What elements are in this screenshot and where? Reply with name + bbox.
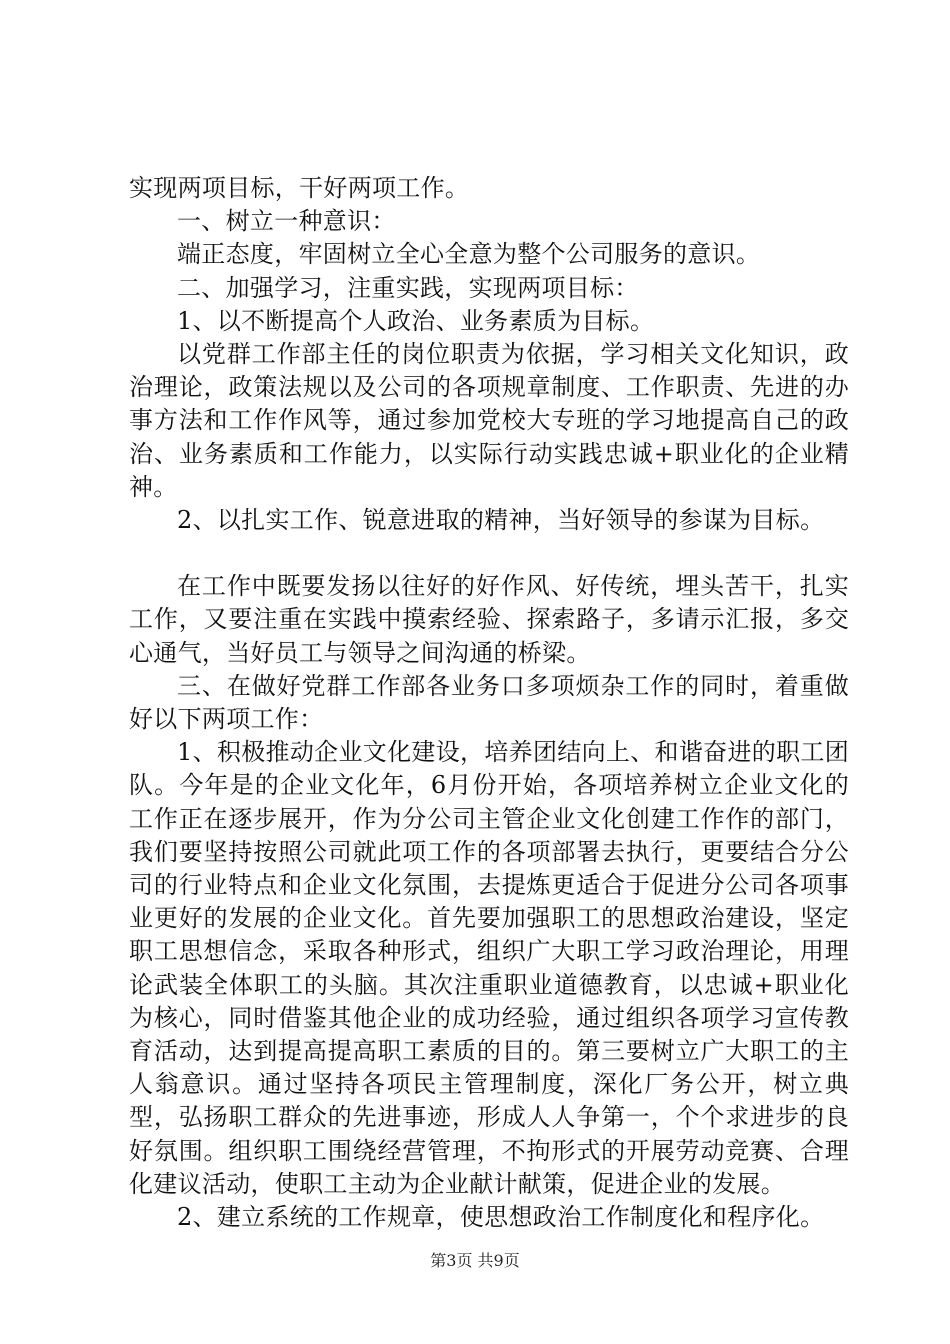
paragraph-intro: 实现两项目标，干好两项工作。 — [129, 174, 470, 202]
heading-section-2: 二、加强学习，注重实践，实现两项目标： — [177, 273, 639, 302]
subheading-3-2: 2、建立系统的工作规章，使思想政治工作制度化和程序化。 — [177, 1203, 825, 1232]
paragraph-section-1: 端正态度，牢固树立全心全意为整个公司服务的意识。 — [177, 240, 761, 269]
heading-section-3: 三、在做好党群工作部各业务口多项烦杂工作的同时，着重做好以下两项工作： — [129, 671, 849, 734]
document-body — [129, 172, 849, 1234]
paragraph-2-1: 以党群工作部主任的岗位职责为依据，学习相关文化知识，政治理论，政策法规以及公司的各项规章制度、工作职责、先进的办事方法和工作作风等，通过参加党校大专班的学习地提高自己的政治、业务素质和工作能力，以实际行动实践忠诚+职业化的企业精神。 — [129, 340, 849, 501]
page-number-footer: 第3页 共9页 — [430, 1251, 520, 1270]
subheading-2-2: 2、以扎实工作、锐意进取的精神，当好领导的参谋为目标。 — [177, 506, 825, 535]
paragraph-3-1: 1、积极推动企业文化建设，培养团结向上、和谐奋进的职工团队。今年是的企业文化年，6月份开始，各项培养树立企业文化的工作正在逐步展开，作为分公司主管企业文化创建工作作的部门，我们要坚持按照公司就此项工作的各项部署去执行，更要结合分公司的行业特点和企业文化氛围，去提炼更适合于促进分公司各项事业更好的发展的企业文化。首先要加强职工的思想政治建设，坚定职工思想信念，采取各种形式，组织广大职工学习政治理论，用理论武装全体职工的头脑。其次注重职业道德教育，以忠诚+职业化为核心，同时借鉴其他企业的成功经验，通过组织各项学习宣传教育活动，达到提高提高职工素质的目的。第三要树立广大职工的主人翁意识。通过坚持各项民主管理制度，深化厂务公开，树立典型，弘扬职工群众的先进事迹，形成人人争第一，个个求进步的良好氛围。组织职工围绕经营管理，不拘形式的开展劳动竞赛、合理化建议活动，使职工主动为企业献计献策，促进企业的发展。 — [129, 738, 849, 1198]
paragraph-2-2: 在工作中既要发扬以往好的好作风、好传统，埋头苦干，扎实工作，又要注重在实践中摸索经验、探索路子，多请示汇报，多交心通气，当好员工与领导之间沟通的桥梁。 — [129, 572, 849, 667]
heading-section-1: 一、树立一种意识： — [177, 207, 396, 236]
subheading-2-1: 1、以不断提高个人政治、业务素质为目标。 — [177, 306, 655, 335]
